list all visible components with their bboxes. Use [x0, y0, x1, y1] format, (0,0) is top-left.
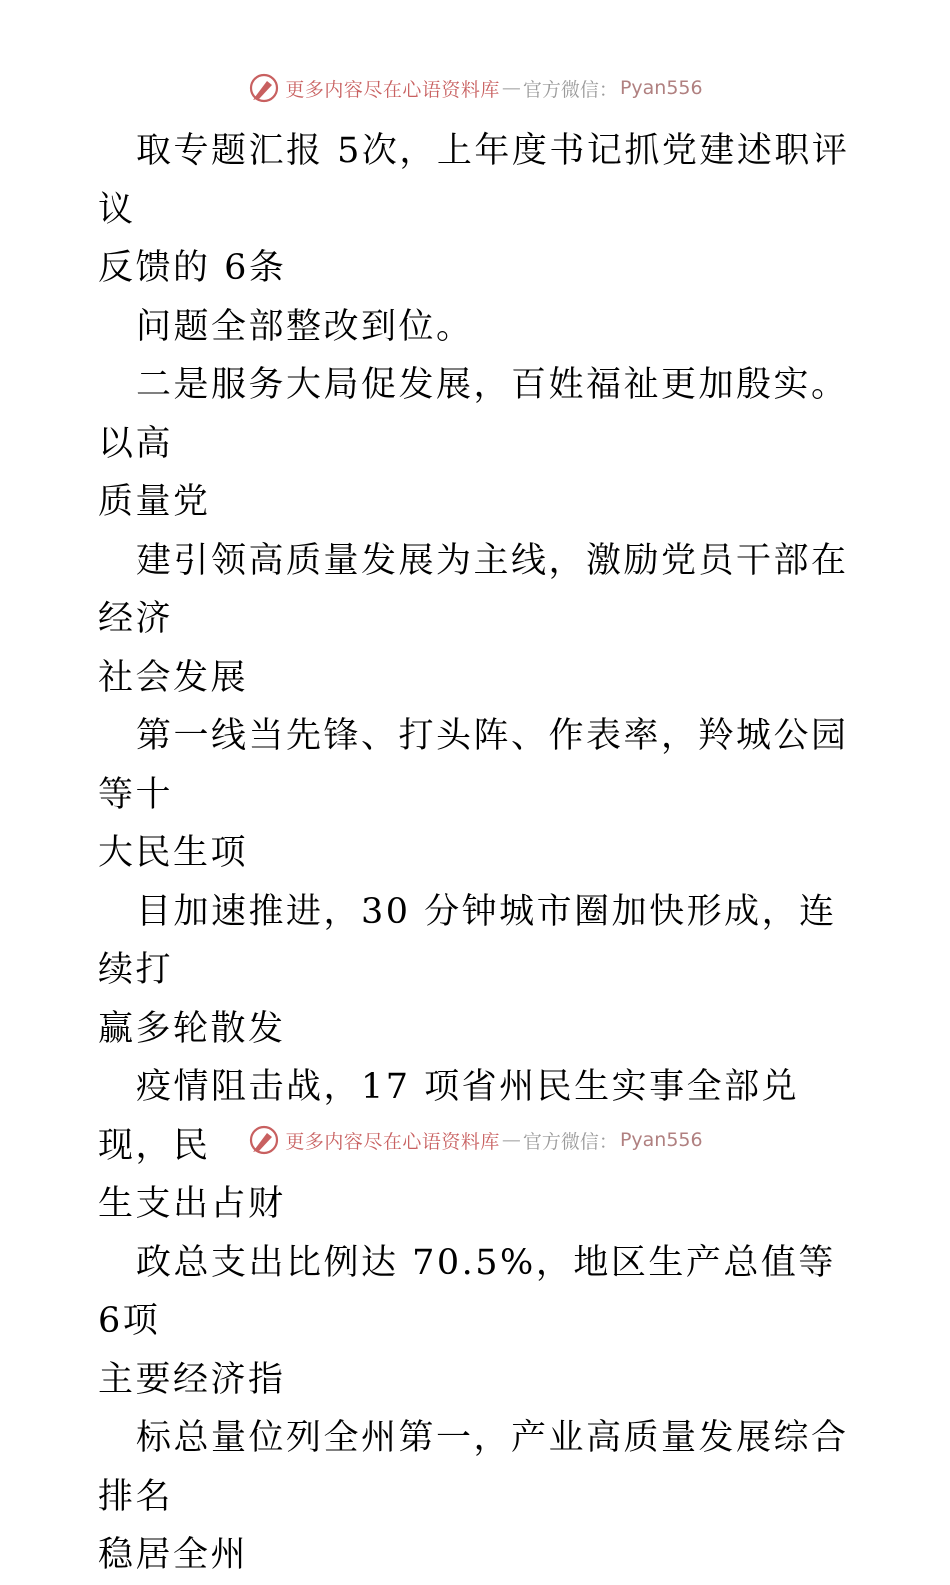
watermark-wechat-id: Pyan556 [619, 1129, 703, 1151]
document-body [98, 122, 858, 1585]
text-line: 社会发展 [98, 657, 249, 698]
text-line: 疫情阻击战，17 项省州民生实事全部兑现，民 [98, 1067, 800, 1166]
text-line: 生支出占财 [98, 1184, 286, 1224]
text-line: 政总支出比例达 70.5%，地区生产总值等 6项 [98, 1242, 850, 1341]
text-line: 第一线当先锋、打头阵、作表率，羚城公园等十 [98, 716, 849, 815]
pen-logo-icon [247, 71, 281, 105]
text-line: 目加速推进，30 分钟城市圈加快形成，连续打 [98, 891, 837, 990]
text-line: 质量党 [98, 482, 211, 522]
text-line: 标总量位列全州第一，产业高质量发展综合排名 [98, 1418, 849, 1517]
text-line: 稳居全州 [98, 1535, 249, 1575]
watermark-text: 更多内容尽在心语资料库 [285, 1130, 500, 1153]
footer-watermark [0, 1120, 950, 1160]
text-line: 问题全部整改到位。 [136, 306, 474, 347]
watermark-separator: — [501, 1129, 521, 1151]
header-watermark [0, 68, 950, 108]
text-line: 取专题汇报 5次，上年度书记抓党建述职评议 [98, 131, 850, 230]
pen-logo-icon [247, 1123, 281, 1157]
watermark-wechat-id: Pyan556 [619, 77, 703, 99]
text-line: 二是服务大局促发展，百姓福祉更加殷实。以高 [98, 365, 849, 464]
watermark-official: 官方微信： [522, 78, 618, 101]
text-line: 建引领高质量发展为主线，激励党员干部在经济 [98, 540, 849, 639]
watermark-separator: — [501, 77, 521, 99]
watermark-text: 更多内容尽在心语资料库 [285, 78, 500, 101]
text-line: 主要经济指 [98, 1359, 286, 1400]
text-line: 大民生项 [98, 833, 249, 873]
watermark-official: 官方微信： [522, 1130, 618, 1153]
text-line: 赢多轮散发 [98, 1008, 286, 1049]
text-line: 反馈的 6条 [98, 248, 287, 288]
